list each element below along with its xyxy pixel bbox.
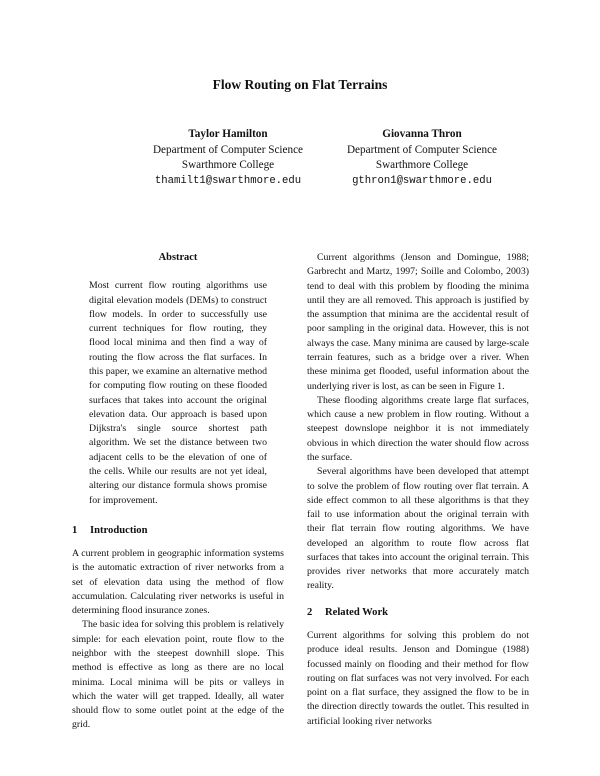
section-number: 2	[307, 606, 313, 618]
paragraph: Current algorithms (Jenson and Domingue, 1988; Garbrecht and Martz, 1997; Soille and Colombo, 2003) tend to deal with this problem by flooding the minima until they are all removed. This approach is justified by the assumption that minima are the accidental result of poor sampling in the original data. However, this is not always the case. Many minima are caused by large-scale terrain features, such as a bridge over a river. When these minima get flooded, useful information about the underlying river is lost, as can be seen in Figure 1.	[307, 252, 529, 392]
author-affiliation: Swarthmore College	[181, 159, 275, 171]
author-affiliation: Swarthmore College	[375, 159, 469, 171]
section-heading-related-work	[307, 606, 529, 620]
left-column	[72, 251, 284, 733]
author-email: gthron1@swarthmore.edu	[352, 174, 492, 187]
author-email: thamilt1@swarthmore.edu	[154, 174, 302, 187]
section-heading-introduction	[72, 524, 284, 538]
author-department: Department of Computer Science	[152, 143, 304, 156]
paragraph: A current problem in geographic information systems is the automatic extraction of river networks from a set of elevation data using the method of flow accumulation. Calculating river networks is useful in determining flood insurance zones.	[72, 548, 284, 617]
right-column	[307, 251, 529, 729]
author-department: Department of Computer Science	[346, 143, 498, 156]
author-name: Giovanna Thron	[382, 128, 462, 140]
section-number: 1	[72, 524, 78, 536]
paragraph: These flooding algorithms create large flat surfaces, which cause a new problem in flow routing. Without a steepest downslope neighbor it is not immediately obvious in which direction the water should flow across the surface.	[307, 394, 529, 463]
paragraph: Several algorithms have been developed that attempt to solve the problem of flow routing over flat terrain. A side effect common to all these algorithms is that they fail to use information about the original terrain with their flat terrain flow routing algorithms. We have developed an algorithm to route flow across flat surfaces that takes into account the original terrain. This provides river networks that more accurately match reality.	[307, 466, 529, 592]
abstract-heading: Abstract	[158, 252, 198, 263]
abstract-body: Most current flow routing algorithms use digital elevation models (DEMs) to construct flow models. In order to successfully use current techniques for flow routing, they flood local minima and then find a way of routing the flow across the flat surfaces. In this paper, we examine an alternative method for computing flow routing on these flooded surfaces that takes into account the original elevation data. Our approach is based upon Dijkstra's single source shortest path algorithm. We set the distance between two adjacent cells to be the elevation of one of the cells. While our results are not yet ideal, altering our distance formula shows promise for improvement.	[89, 280, 267, 506]
paragraph: The basic idea for solving this problem is relatively simple: for each elevation point, route flow to the neighbor with the steepest downhill slope. This method is effective as long as there are no local minima. Local minima will be pits or valleys in which the water will get trapped. Ideally, all water should flow to some outlet point at the edge of the grid.	[72, 619, 284, 731]
author-name: Taylor Hamilton	[188, 128, 268, 140]
paper-title: Flow Routing on Flat Terrains	[212, 77, 388, 92]
author-block	[118, 127, 338, 189]
section-title: Related Work	[325, 606, 389, 618]
section-title: Introduction	[90, 524, 148, 536]
author-block	[312, 127, 532, 189]
paragraph: Current algorithms for solving this problem do not produce ideal results. Jenson and Domingue (1988) focussed mainly on flooding and their method for flow routing on flat surfaces was not very involved. For each point on a flat surface, they assigned the flow to be in the direction directly towards the outlet. This resulted in artificial looking river networks	[307, 630, 529, 727]
